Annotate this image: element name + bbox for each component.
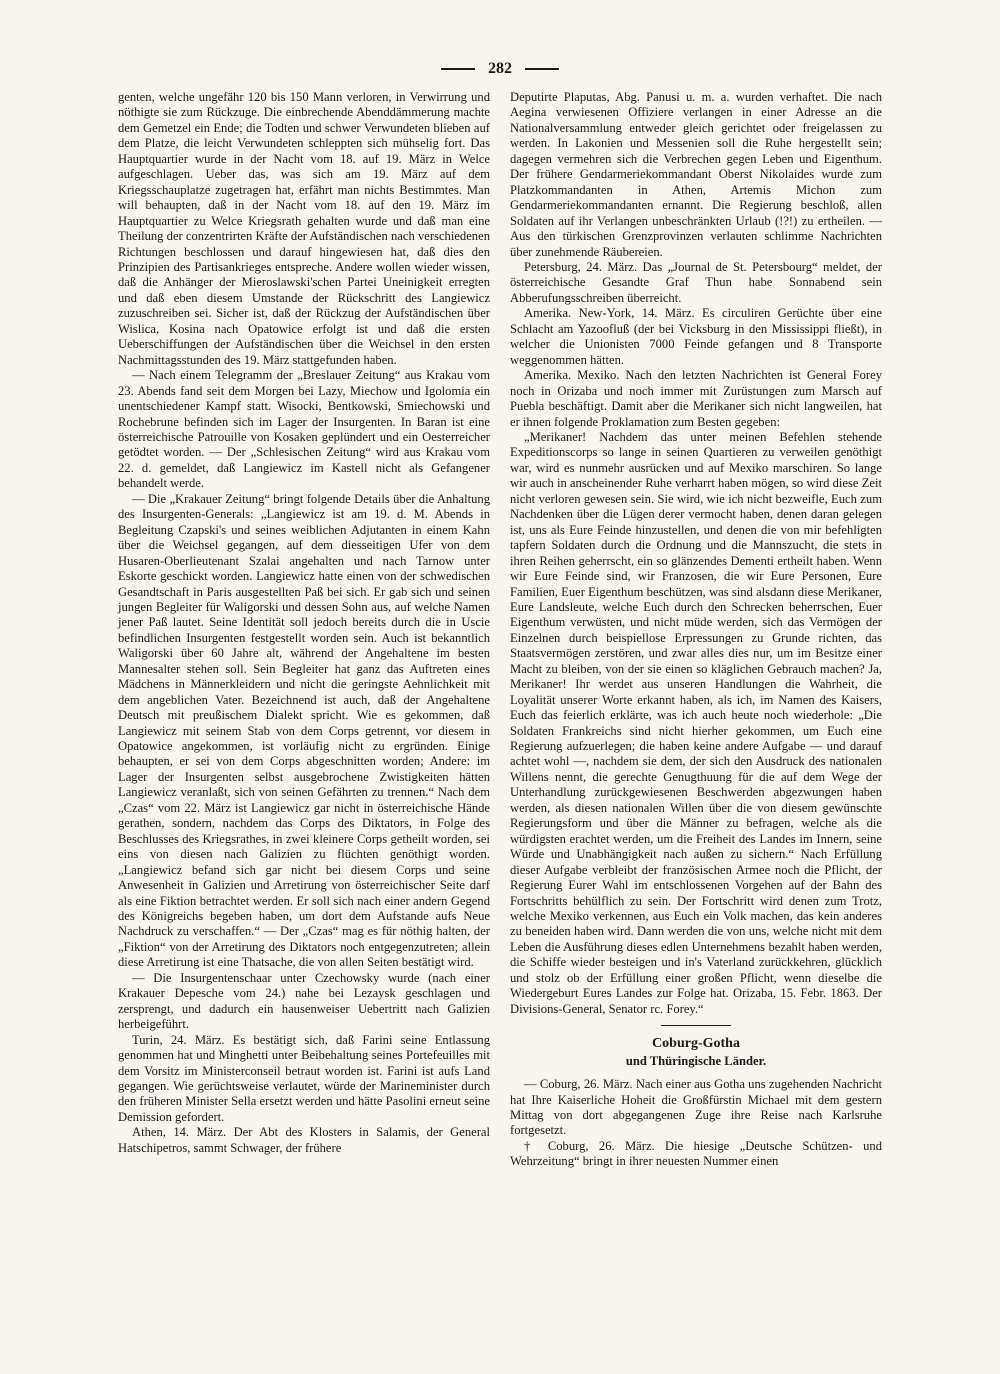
- paragraph: Petersburg, 24. März. Das „Journal de St. Petersbourg“ meldet, der österreichische Gesandte Graf Thun habe Sonnabend sein Abberufungsschreiben überreicht.: [510, 259, 882, 305]
- right-column: [510, 90, 882, 1170]
- header-rule-right: [525, 68, 559, 70]
- page-number: 282: [488, 60, 512, 77]
- paragraph: — Die Insurgentenschaar unter Czechowsky wurde (nach einer Krakauer Depesche vom 24.) nahe bei Lezaysk geschlagen und zersprengt, und dadurch ein hausenweiser Uebertritt nach Galizien herbeigeführt.: [118, 970, 490, 1032]
- paragraph: „Merikaner! Nachdem das unter meinen Befehlen stehende Expeditionscorps so lange in seinen Quartieren zu verweilen genöthigt war, wird es nunmehr ausrücken und auf Mexiko marschiren. So lange wir auch in anscheinender Ruhe verharrt haben mögen, so wird diese Zeit nicht verloren gewesen sein. Sie wird, wie ich nicht bezweifle, Euch zum Nachdenken über die Lügen derer vermocht haben, denen daran gelegen ist, uns als Eure Feinde hinzustellen, und denen die von mir befehligten tapfern Soldaten durch die Ordnung und die Mannszucht, die stets in ihren Reihen geherrscht, ein so glänzendes Dementi ertheilt haben. Wenn wir Eure Feinde sind, wir Franzosen, die wir Eure Personen, Eure Familien, Euer Eigenthum beschützen, was sind alsdann diese Merikaner, Eure Landsleute, welche Euch durch den Schrecken beherrschen, Euer Eigenthum verwüsten, und nicht müde werden, sich das Vermögen der Einzelnen durch beispiellose Erpressungen zu Grunde richten, das Staatsvermögen zerstören, und zwar alles dies nur, um im Besitze einer Macht zu bleiben, von der sie einen so kläglichen Gebrauch machen? Ja, Merikaner! Ihr werdet aus unseren Handlungen die Wahrheit, die Loyalität unserer Worte erkannt haben, als ich, im Namen des Kaisers, Euch das feierlich erklärte, was ich auch heute noch wiederhole: „Die Soldaten Frankreichs sind nicht hierher gekommen, um Euch eine Regierung aufzuerlegen; die haben keine andere Aufgabe — und darauf achtet wohl —, nachdem sie dem, der sich den Ausdruck des nationalen Willens nennt, die gerechte Genugthuung für die auf dem Wege der Unterhandlung zurückgewiesenen Beschwerden abgezwungen haben werden, als diesen nationalen Willen über die von diesem gewünschte Regierungsform und über die Männer zu befragen, welche als die würdigsten erachtet werden, um die Freiheit des Landes im Innern, seine Würde und Unabhängigkeit nach außen zu sichern.“ Nach Erfüllung dieser Aufgabe verbleibt der französischen Armee noch die Pflicht, der Regierung Eurer Wahl im entschlossenen Vorgehen auf der Bahn des Fortschritts behülflich zu sein. Der Fortschritt wird denen zum Trotz, welche Mexiko verkennen, aus Euch ein Volk machen, das kein anderes zu beneiden haben wird. Dann werden die von uns, welche nicht mit dem Leben die Ausführung dieses edlen Unternehmens bezahlt haben werden, die Schiffe wieder besteigen und in's Vaterland zurückkehren, glücklich und stolz ob der Erfüllung einer großen Pflicht, wenn dieselbe die Wiedergeburt Eures Landes zur Folge hat. Orizaba, 15. Febr. 1863. Der Divisions-General, Senator rc. Forey.“: [510, 429, 882, 1016]
- paragraph: genten, welche ungefähr 120 bis 150 Mann verloren, in Verwirrung und nöthigte sie zum Rückzuge. Die einbrechende Abenddämmerung machte dem Gemetzel ein Ende; die Todten und schwer Verwundeten blieben auf dem Platze, die leicht Verwundeten schleppten sich mühselig fort. Das Hauptquartier wurde in der Nacht vom 18. auf 19. März in Welce aufgeschlagen. Ueber das, was sich am 19. März auf dem Kriegsschauplatze zugetragen hat, erfährt man nichts Bestimmtes. Man will behaupten, daß in der Nacht vom 18. auf den 19. März im Hauptquartier zu Welce Kriegsrath gehalten wurde und daß man eine Theilung der conzentrirten Kräfte der Aufständischen nach verschiedenen Richtungen beschlossen und darauf hingewiesen hat, daß dies den Prinzipien des Partisankrieges entspreche. Andere wollen wieder wissen, daß die Anhänger der Mieroslawski'schen Partei Uneinigkeit erregten und daß eben diesem Umstande der Rückschritt des Langiewicz zuzuschreiben sei. Sicher ist, daß der Rückzug der Aufständischen über Wislica, Kosina nach Opatowice erfolgt ist und daß die ersten Ueberschiffungen der Aufständischen über die Weichsel in den ersten Nachmittagsstunden des 19. März stattgefunden haben.: [118, 90, 490, 367]
- section-divider: [661, 1025, 731, 1026]
- section-heading: Coburg-Gotha: [652, 1036, 740, 1052]
- paragraph: Amerika. New-York, 14. März. Es circuliren Gerüchte über eine Schlacht am Yazoofluß (der bei Vicksburg in den Mississippi fließt), in welcher die Unionisten 7000 Feinde gefangen und 8 Transporte weggenommen hätten.: [510, 306, 882, 367]
- paragraph: Athen, 14. März. Der Abt des Klosters in Salamis, der General Hatschipetros, sammt Schwager, der frühere: [118, 1125, 490, 1155]
- section-subheading: und Thüringische Länder.: [625, 1053, 767, 1068]
- paragraph: Amerika. Mexiko. Nach den letzten Nachrichten ist General Forey noch in Orizaba und noch immer mit Zurüstungen zum Marsch auf Puebla beschäftigt. Damit aber die Merikaner sich nicht langweilen, hat er ihnen folgende Proklamation zum Besten gegeben:: [510, 368, 882, 429]
- left-column: [118, 90, 490, 1156]
- page-header: [0, 58, 1000, 80]
- header-rule-left: [441, 68, 475, 70]
- paragraph: — Coburg, 26. März. Nach einer aus Gotha uns zugehenden Nachricht hat Ihre Kaiserliche Hoheit die Großfürstin Michael mit dem gestern Mittag von dort abgegangenen Zuge ihre Reise nach Karlsruhe fortgesetzt.: [510, 1077, 882, 1138]
- paragraph: Deputirte Plaputas, Abg. Panusi u. m. a. wurden verhaftet. Die nach Aegina verwiesenen Offiziere verlangen in einer Adresse an die Nationalversammlung entweder gleich gerichtet oder freigelassen zu werden. In Lakonien und Messenien soll die Ruhe hergestellt sein; dagegen vermehren sich die Verbrechen gegen Leben und Eigenthum. Der frühere Gendarmeriekommandant Oberst Nikolaides wurde zum Platzkommandanten in Athen, Artemis Michon zum Gendarmeriekommandanten ernannt. Die Regierung beschloß, allen Soldaten auf ihr Verlangen unbeschränkten Urlaub (!?!) zu ertheilen. — Aus den türkischen Grenzprovinzen verlauten schlimme Nachrichten über zunehmende Räubereien.: [510, 90, 882, 259]
- paragraph: † Coburg, 26. März. Die hiesige „Deutsche Schützen- und Wehrzeitung“ bringt in ihrer neuesten Nummer einen: [510, 1138, 882, 1169]
- paragraph: Turin, 24. März. Es bestätigt sich, daß Farini seine Entlassung genommen hat und Minghetti unter Beibehaltung seines Portefeuilles mit dem Vorsitz im Ministerconseil betraut worden ist. Farini ist aufs Land gegangen. Wie gerüchtsweise verlautet, würde der Marineminister durch den früheren Minister Sella ersetzt werden und hätte Pasolini erneut seine Demission gefordert.: [118, 1032, 490, 1124]
- paragraph: — Nach einem Telegramm der „Breslauer Zeitung“ aus Krakau vom 23. Abends fand seit dem Morgen bei Lazy, Miechow und Igolomia ein unentschiedener Kampf statt. Wisocki, Bentkowski, Smiechowski und Rochebrune befinden sich im Lager der Insurgenten. In Baran ist eine österreichische Patrouille von Kosaken geplündert und ein Oesterreicher getödtet worden. — Der „Schlesischen Zeitung“ wird aus Krakau vom 22. d. gemeldet, daß Langiewicz im Kastell nicht als Gefangener behandelt werde.: [118, 368, 490, 491]
- paragraph: — Die „Krakauer Zeitung“ bringt folgende Details über die Anhaltung des Insurgenten-Generals: „Langiewicz ist am 19. d. M. Abends in Begleitung Czapski's und seines weiblichen Adjutanten in einem Kahn über die Weichsel gegangen, auf dem diesseitigen Ufer von dem Husaren-Oberlieutenant Szalai angehalten und nach Tarnow unter Eskorte geschickt worden. Langiewicz hatte einen von der schwedischen Gesandtschaft in Paris ausgestellten Paß bei sich. Er gab sich und seinen jungen Begleiter für Waligorski und dessen Sohn aus, auf welche Namen jener Paß lautet. Seine Identität soll jedoch bereits durch die in Uscie befindlichen Insurgenten festgestellt worden sein. Auch ist bekanntlich Waligorski über 60 Jahre alt, während der Angehaltene im besten Mannesalter stehen soll. Sein Begleiter hat ganz das Auftreten eines Mädchens in Männerkleidern und nicht die geringste Aehnlichkeit mit dem angeblichen Vater. Bezeichnend ist auch, daß der Angehaltene Deutsch mit preußischem Dialekt spricht. Wie es gekommen, daß Langiewicz mit seinem Stab von dem Corps getrennt, vor diesem in Opatowice angekommen, ist vorläufig nicht zu ergründen. Einige behaupten, er sei von dem Corps abgeschnitten worden; Andere: im Lager der Insurgenten selbst ausgebrochene Zwistigkeiten hätten Langiewicz veranlaßt, sich von seinen Gefährten zu trennen.“ Nach dem „Czas“ vom 22. März ist Langiewicz gar nicht in österreichische Hände gerathen, sondern, nachdem das Corps des Diktators, in Folge des Beschlusses des Kriegsrathes, in zwei kleinere Corps getheilt worden, sei eins von diesen nach Galizien zu flüchten genöthigt worden. „Langiewicz befand sich gar nicht bei diesem Corps und seine Anwesenheit in Galizien und Arretirung von österreichischer Seite darf als eine Fiktion betrachtet werden. Er soll sich nach einer andern Gegend des Königreichs begeben haben, um dort dem Aufstande aufs Neue Nachdruck zu verschaffen.“ — Der „Czas“ mag es für nöthig halten, der „Fiktion“ von der Arretirung des Diktators noch entgegenzutreten; allein diese Arretirung ist eine Thatsache, die von allen Seiten bestätigt wird.: [118, 491, 490, 970]
